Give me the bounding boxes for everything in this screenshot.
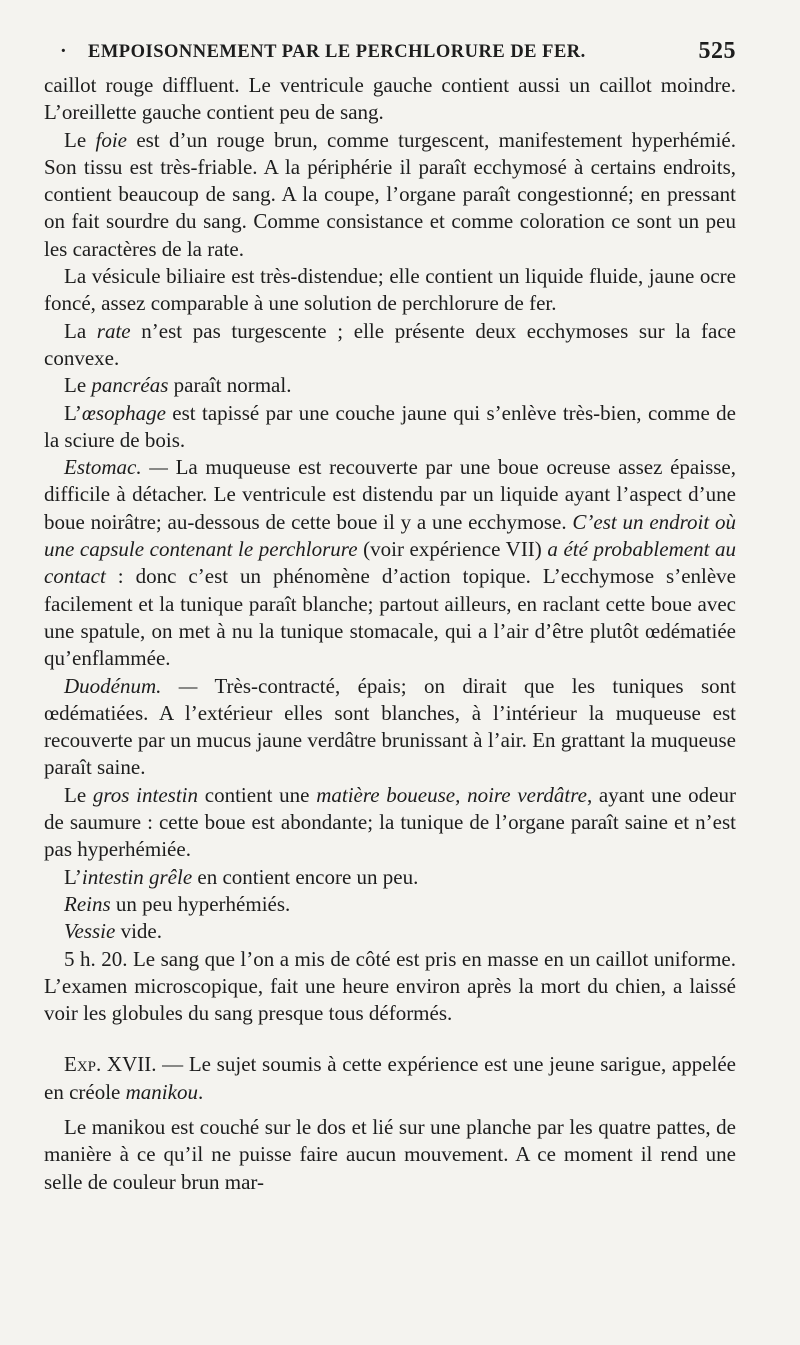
paragraph-kidneys (44, 891, 736, 918)
italic-text: manikou (125, 1079, 198, 1104)
paragraph-large-intestine (44, 782, 736, 864)
text: 5 h. 20. Le sang que l’on a mis de côté est pris en masse en un caillot uniforme. L’examen microscopique, fait une heure environ après la mort du chien, a laissé voir les globules du sang presque tous déformés. (44, 946, 736, 1026)
text: n’est pas turgescente ; elle présente deux ecchymoses sur la face convexe. (44, 318, 736, 370)
paragraph-exp-xvii (44, 1051, 736, 1106)
text: L’ (64, 400, 82, 425)
organ-name: gros intestin (92, 782, 199, 807)
text: est d’un rouge brun, comme turgescent, manifestement hyperhémié. Son tissu est très-friable. A la périphérie il paraît ecchymosé à certains endroits, contient beaucoup de sang. A la coupe, l’organe paraît congestionné; en pressant on fait sourdre du sang. Comme consistance et comme coloration ce sont un peu les caractères de la rate. (44, 127, 736, 261)
text: contient une (198, 782, 317, 807)
experience-heading: Exp. XVII. (64, 1052, 157, 1077)
header-dot: · (60, 40, 68, 62)
italic-text: a été probablement au contact (44, 537, 736, 589)
text: en contient encore un peu. (192, 864, 419, 889)
text: caillot rouge diffluent. Le ventricule gauche contient aussi un caillot moindre. L’oreillette gauche contient peu de sang. (44, 73, 736, 125)
text: , ayant une odeur de saumure : cette boue est abondante; la tunique de l’organe paraît saine et n’est pas hyperhémiée. (44, 782, 737, 862)
paragraph-1 (44, 72, 736, 127)
text: (voir expérience VII) (357, 537, 548, 562)
organ-name: foie (95, 127, 127, 152)
text: Le (64, 373, 92, 398)
text: La muqueuse est recouverte par une boue ocreuse assez épaisse, difficile à détacher. Le ventricule est distendu par un liquide ayant l’aspect d’une boue noirâtre; au-dessous de cette boue il y a une ecchymose. (44, 455, 736, 534)
paragraph-liver (44, 127, 736, 263)
running-title: EMPOISONNEMENT PAR LE PERCHLORURE DE FER. (88, 42, 586, 62)
organ-name: Vessie (64, 919, 116, 944)
paragraph-small-intestine (44, 864, 736, 891)
organ-name: intestin grêle (81, 864, 193, 889)
text: paraît normal. (168, 373, 292, 398)
text: . (197, 1079, 204, 1104)
organ-name: Estomac. — (64, 455, 168, 480)
paragraph-stomach (44, 454, 736, 672)
text: La (64, 318, 97, 343)
text: Le (64, 127, 96, 152)
text: La vésicule biliaire est très-distendue; elle contient un liquide fluide, jaune ocre foncé, assez comparable à une solution de perchlorure de fer. (44, 264, 736, 316)
text: est tapissé par une couche jaune qui s’enlève très-bien, comme de la sciure de bois. (44, 400, 736, 452)
text: un peu hyperhémiés. (110, 891, 291, 916)
paragraph-bladder (44, 918, 736, 945)
organ-name: œsophage (81, 400, 166, 425)
organ-name: Duodénum. — (64, 673, 198, 698)
paragraph-duodenum (44, 673, 736, 782)
paragraph-spleen (44, 318, 736, 373)
organ-name: rate (96, 318, 131, 343)
text: — Le sujet soumis à cette expérience est une jeune sarigue, appelée en créole (44, 1052, 736, 1104)
running-header (60, 38, 740, 70)
body-text (44, 72, 736, 1196)
text: vide. (115, 919, 162, 944)
paragraph-blood (44, 946, 736, 1028)
organ-name: pancréas (91, 373, 169, 398)
text: Très-contracté, épais; on dirait que les tuniques sont œdématiées. A l’extérieur elles sont blanches, à l’intérieur la muqueuse est recouverte par un mucus jaune verdâtre brunissant à l’air. En grattant la muqueuse paraît saine. (44, 673, 736, 780)
italic-text: C’est un endroit où une capsule contenant le perchlorure (44, 509, 736, 562)
paragraph-oesophagus (44, 400, 736, 455)
text: Le (64, 782, 93, 807)
organ-name: Reins (64, 891, 111, 916)
text: L’ (64, 864, 82, 889)
paragraph-gallbladder (44, 263, 736, 318)
paragraph-pancreas (44, 372, 736, 399)
text: Le manikou est couché sur le dos et lié sur une planche par les quatre pattes, de manière à ce qu’il ne puisse faire aucun mouvement. A ce moment il rend une selle de couleur brun mar- (44, 1114, 736, 1194)
page-number: 525 (698, 38, 736, 64)
italic-text: matière boueuse, noire verdâtre (316, 782, 587, 807)
paragraph-manikou (44, 1114, 736, 1196)
text: : donc c’est un phénomène d’action topique. L’ecchymose s’enlève facilement et la tunique paraît blanche; partout ailleurs, en raclant cette boue avec une spatule, on met à nu la tunique stomacale, qui a l’air d’être plutôt œdématiée qu’enflammée. (44, 564, 736, 671)
